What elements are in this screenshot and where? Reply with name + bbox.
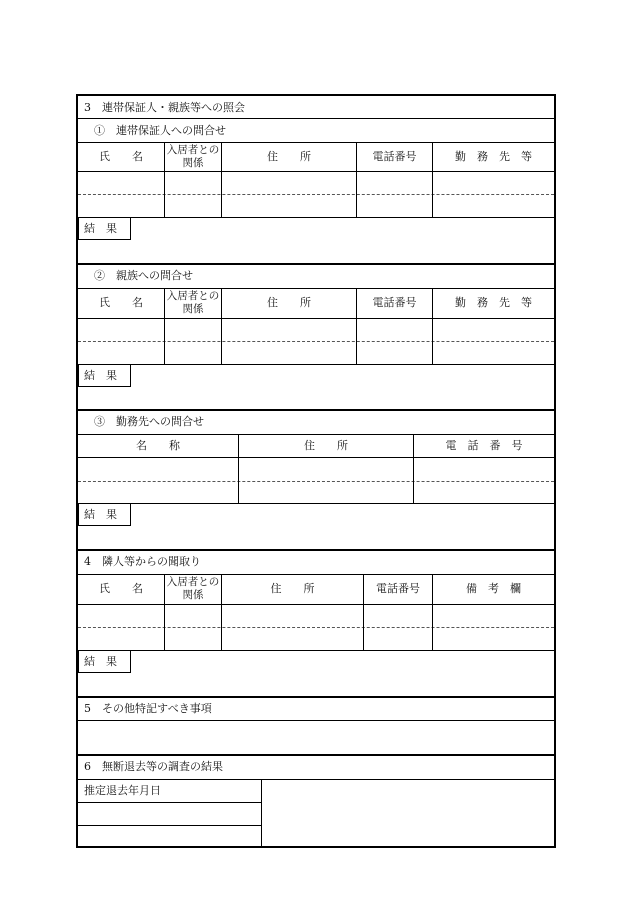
header-address: 住 所 xyxy=(267,150,311,163)
divider xyxy=(78,779,554,780)
divider xyxy=(78,288,554,289)
result-label: 結 果 xyxy=(84,655,117,668)
header-relation: 入居者との関係 xyxy=(166,144,220,169)
col-divider xyxy=(356,288,357,364)
col-divider xyxy=(261,779,262,848)
section-3-title: 3 連帯保証人・親族等への照会 xyxy=(84,101,245,114)
header-remarks: 備 考 欄 xyxy=(466,582,521,595)
col-divider xyxy=(221,142,222,217)
header-phone: 電 話 番 号 xyxy=(445,439,523,452)
section-divider xyxy=(78,549,554,551)
col-divider xyxy=(432,142,433,217)
divider xyxy=(78,217,554,218)
section-divider xyxy=(78,263,554,265)
header-phone: 電話番号 xyxy=(372,296,417,309)
header-name: 氏 名 xyxy=(99,582,143,595)
divider xyxy=(78,802,261,803)
divider xyxy=(78,118,554,119)
col-divider xyxy=(221,574,222,650)
divider xyxy=(78,604,554,605)
inquiry-form xyxy=(76,94,556,848)
divider xyxy=(78,650,554,651)
header-phone: 電話番号 xyxy=(372,150,417,163)
divider xyxy=(78,171,554,172)
estimated-move-out-date-label: 推定退去年月日 xyxy=(84,784,161,797)
row-divider xyxy=(78,341,554,342)
divider xyxy=(78,434,554,435)
col-divider xyxy=(164,288,165,364)
divider xyxy=(78,457,554,458)
header-relation: 入居者との関係 xyxy=(166,290,220,315)
section-4-title: 4 隣人等からの聞取り xyxy=(84,555,201,568)
divider xyxy=(78,574,554,575)
section-divider xyxy=(78,409,554,411)
header-address: 住 所 xyxy=(270,582,315,595)
header-phone: 電話番号 xyxy=(376,582,420,595)
header-name: 氏 名 xyxy=(99,296,143,309)
row-divider xyxy=(78,194,554,195)
col-divider xyxy=(363,574,364,650)
header-workplace: 勤 務 先 等 xyxy=(455,150,532,163)
section-divider xyxy=(78,754,554,756)
divider xyxy=(78,720,554,721)
header-address: 住 所 xyxy=(267,296,311,309)
col-divider xyxy=(164,574,165,650)
result-label: 結 果 xyxy=(84,508,117,521)
divider xyxy=(78,364,554,365)
sub2-title: ② 親族への問合せ xyxy=(94,269,193,282)
sub1-title: ① 連帯保証人への問合せ xyxy=(94,124,226,137)
col-divider xyxy=(432,288,433,364)
sub3-title: ③ 勤務先への問合せ xyxy=(94,415,204,428)
header-name: 氏 名 xyxy=(99,150,143,163)
col-divider xyxy=(432,574,433,650)
col-divider xyxy=(164,142,165,217)
header-workplace: 勤 務 先 等 xyxy=(455,296,532,309)
col-divider xyxy=(238,434,239,503)
divider xyxy=(78,503,554,504)
result-label: 結 果 xyxy=(84,222,117,235)
result-label: 結 果 xyxy=(84,369,117,382)
divider xyxy=(78,142,554,143)
header-relation: 入居者との関係 xyxy=(166,576,220,601)
section-5-title: 5 その他特記すべき事項 xyxy=(84,702,212,715)
divider xyxy=(78,318,554,319)
row-divider xyxy=(78,627,554,628)
col-divider xyxy=(413,434,414,503)
col-divider xyxy=(356,142,357,217)
row-divider xyxy=(78,481,554,482)
header-address: 住 所 xyxy=(304,439,348,452)
divider xyxy=(78,825,261,826)
section-6-title: 6 無断退去等の調査の結果 xyxy=(84,760,223,773)
col-divider xyxy=(221,288,222,364)
header-company-name: 名 称 xyxy=(136,439,180,452)
section-divider xyxy=(78,696,554,698)
